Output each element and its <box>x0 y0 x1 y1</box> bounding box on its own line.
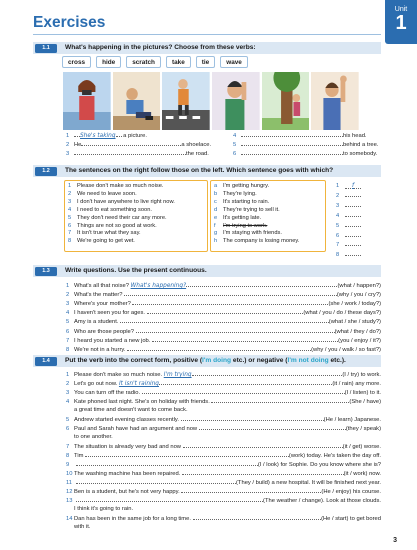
picture-6-waving <box>311 72 359 130</box>
answer-slot[interactable]: 4 <box>336 211 361 221</box>
s1-line-6: 6 to somebody. <box>233 151 378 157</box>
list-item: 6 Things are not so good at work. <box>68 222 157 229</box>
verb-chip: cross <box>62 56 91 68</box>
picture-3-crossing-road <box>162 72 210 130</box>
list-item: 3 I don't have anywhere to live right now. <box>68 198 175 205</box>
section-badge: 1.1 <box>35 44 57 53</box>
answer-line[interactable] <box>76 496 263 502</box>
answer-line[interactable] <box>192 370 343 376</box>
answer-slot[interactable]: 6 <box>336 231 361 241</box>
list-item: b They're lying. <box>214 190 257 197</box>
section-1-2-header <box>33 165 381 177</box>
answer-line[interactable] <box>120 317 329 323</box>
answer-line[interactable] <box>181 487 321 493</box>
section-instruction: Write questions. Use the present continuous. <box>65 267 207 274</box>
s3-row: 5 Amy is a student. (what / she / study?) <box>66 319 381 326</box>
answer-slot[interactable]: 1 f <box>336 183 361 191</box>
s4-row: 10 The washing machine has been repaired. (it / work) now. <box>66 471 381 477</box>
answer-slot[interactable]: 8 <box>336 250 361 260</box>
answer-line[interactable] <box>199 424 346 430</box>
unit-label: Unit <box>394 6 408 13</box>
answer-slot[interactable]: 7 <box>336 240 361 250</box>
verb-chip: tie <box>196 56 215 68</box>
s4-row: I think it's going to rain. <box>74 506 134 512</box>
s3-row: 4 I haven't seen you for ages. (what / you / do / these days?) <box>66 310 381 317</box>
s3-row: 2 What's the matter? (why / you / cry?) <box>66 292 381 299</box>
s2-right-list <box>214 183 299 246</box>
s4-row: 3 You can turn off the radio. (I / listen) to it. <box>66 390 381 396</box>
answer-line[interactable] <box>76 478 236 484</box>
answer-line[interactable] <box>76 460 258 466</box>
list-item: f I'm trying to work. <box>214 222 268 229</box>
list-item: c It's starting to rain. <box>214 198 270 205</box>
section-1-3-header <box>33 265 381 277</box>
picture-2-tying-shoelace <box>113 72 161 130</box>
answer-slot[interactable]: 3 <box>336 201 361 211</box>
list-item: g I'm staying with friends. <box>214 230 282 237</box>
section-badge: 1.3 <box>35 267 57 276</box>
s4-row: 12 Ben is a student, but he's not very happy. (He / enjoy) his course. <box>66 489 381 495</box>
verb-list <box>62 56 248 68</box>
answer-line[interactable] <box>152 336 338 342</box>
page-number: 3 <box>393 537 397 544</box>
section-instruction: What's happening in the pictures? Choose from these verbs: <box>65 44 256 51</box>
list-item: 4 I need to eat something soon. <box>68 206 152 213</box>
s3-row: 6 Who are those people? (what / they / do?) <box>66 328 381 335</box>
unit-number: 1 <box>395 12 407 34</box>
verb-chip: wave <box>220 56 248 68</box>
answer-line[interactable] <box>142 388 345 394</box>
section-badge: 1.4 <box>35 357 57 366</box>
answer-text: She's taking <box>80 133 116 139</box>
answer-line[interactable] <box>147 308 304 314</box>
s4-row: 4 Kate phoned last night. She's on holiday with friends. (She / have) <box>66 399 381 405</box>
s3-row: 1 What's all that noise? What's happening? (what / happen?) <box>66 283 381 289</box>
list-item: 8 We're going to get wet. <box>68 238 135 245</box>
list-item: h The company is losing money. <box>214 238 300 245</box>
s4-row: with it. <box>74 524 91 530</box>
s4-row: to one another. <box>74 434 113 440</box>
picture-1-taking-photo <box>63 72 111 130</box>
s4-row: 14 Dan has been in the same job for a long time. (He / start) to get bored <box>66 516 381 522</box>
s3-row: 7 I heard you started a new job. (you / enjoy / it?) <box>66 337 381 344</box>
picture-5-hiding-behind-tree <box>262 72 310 130</box>
answer-line[interactable] <box>124 290 337 296</box>
answer-line[interactable] <box>186 281 337 287</box>
answer-text[interactable]: I'm trying <box>163 372 192 378</box>
section-1-1-header <box>33 42 381 54</box>
unit-tab <box>385 0 417 44</box>
s4-row: 11 (They / build) a new hospital. It will be finished next year. <box>66 480 381 486</box>
answer-text[interactable]: It isn't raining <box>118 381 159 387</box>
s3-row: 3 Where's your mother? (she / work / today?) <box>66 301 381 308</box>
s1-line-3: 3 the road. <box>66 151 209 157</box>
answer-line[interactable] <box>211 397 349 403</box>
answer-line[interactable] <box>132 299 328 305</box>
page-title: Exercises <box>33 14 106 31</box>
s4-row: a great time and doesn't want to come back. <box>74 407 188 413</box>
s4-row: 5 Andrew started evening classes recently. (He / learn) Japanese. <box>66 417 381 423</box>
answer-line[interactable] <box>193 514 321 520</box>
picture-strip <box>63 72 359 130</box>
list-item: d They're trying to sell it. <box>214 206 280 213</box>
s3-row: 8 We're not in a hurry. (why / you / walk / so fast?) <box>66 346 381 353</box>
s1-line-4: 4 his head. <box>233 133 367 139</box>
verb-chip: scratch <box>126 56 161 68</box>
list-item: a I'm getting hungry. <box>214 183 270 189</box>
verb-chip: hide <box>96 56 121 68</box>
section-instruction: The sentences on the right follow those on the left. Which sentence goes with which? <box>65 167 334 174</box>
answer-line[interactable] <box>183 442 343 448</box>
answer-line[interactable] <box>85 451 289 457</box>
s4-row: 6 Paul and Sarah have had an argument and now (they / speak) <box>66 426 381 432</box>
section-badge: 1.2 <box>35 167 57 176</box>
list-item: 2 We need to leave soon. <box>68 190 137 197</box>
s1-line-2: 2 He a shoelace. <box>66 142 212 148</box>
list-item: e It's getting late. <box>214 214 262 221</box>
answer-line[interactable] <box>136 327 335 333</box>
s4-row: 13 (The weather / change). Look at those clouds. <box>66 498 381 504</box>
section-instruction: Put the verb into the correct form, positive (I'm doing etc.) or negative (I'm not doing etc.). <box>65 357 346 364</box>
picture-4-scratching-head <box>212 72 260 130</box>
s4-row: 8 Tim (work) today. He's taken the day off. <box>66 453 381 459</box>
list-item: 5 They don't need their car any more. <box>68 214 167 221</box>
title-rule <box>33 34 381 35</box>
s4-row: 1 Please don't make so much noise. I'm trying (I / try) to work. <box>66 372 381 378</box>
list-item: 7 It isn't true what they say. <box>68 230 141 237</box>
s2-answer-list <box>336 183 361 260</box>
s4-row: 2 Let's go out now. It isn't raining (it / rain) any more. <box>66 381 381 387</box>
answer-text[interactable]: What's happening? <box>130 283 187 289</box>
answer-slot[interactable]: 2 <box>336 191 361 201</box>
s4-row: 7 The situation is already very bad and now (it / get) worse. <box>66 444 381 450</box>
verb-chip: take <box>166 56 191 68</box>
answer-line[interactable] <box>181 415 324 421</box>
answer-line[interactable] <box>182 469 344 475</box>
section-1-4-header <box>33 355 381 367</box>
s2-left-list <box>68 183 175 246</box>
s1-line-1: 1 She's taking a picture. <box>66 133 148 139</box>
list-item: 1 Please don't make so much noise. <box>68 183 164 189</box>
s4-row: 9 (I / look) for Sophie. Do you know where she is? <box>66 462 381 468</box>
answer-line[interactable] <box>127 345 311 351</box>
answer-slot[interactable]: 5 <box>336 221 361 231</box>
s1-line-5: 5 behind a tree. <box>233 142 379 148</box>
answer-line[interactable] <box>159 379 332 385</box>
